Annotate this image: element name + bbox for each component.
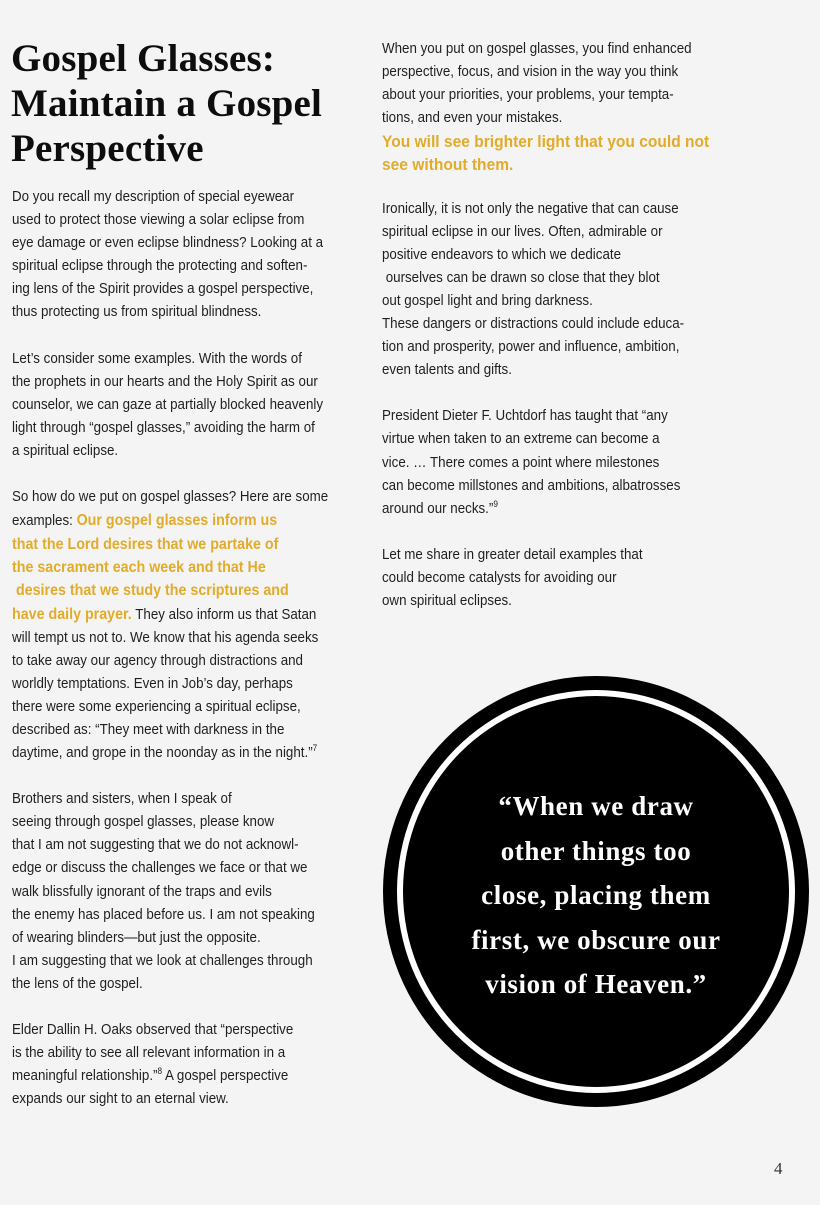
text-line: tion and prosperity, power and influence, ambition, [382, 339, 680, 356]
paragraph-share-examples [382, 544, 734, 613]
text-line: Let me share in greater detail examples that [382, 546, 643, 563]
footnote-ref: 9 [493, 498, 498, 509]
paragraph-put-on [382, 38, 734, 177]
text-line: Elder Dallin H. Oaks observed that “perspective [12, 1022, 294, 1038]
page-title [11, 36, 371, 171]
quote-line: vision of Heaven.” [485, 969, 707, 999]
quote-line: other things too [500, 835, 692, 866]
text-line: Do you recall my description of special eyewear [12, 189, 295, 205]
highlight-text: Our gospel glasses inform us [76, 512, 278, 530]
text-line: spiritual eclipse in our lives. Often, admirable or [382, 223, 663, 240]
plain-text: A gospel perspective [162, 1068, 289, 1085]
text-line: even talents and gifts. [382, 362, 512, 379]
text-line: used to protect those viewing a solar eclipse from [12, 212, 305, 229]
left-column [12, 186, 352, 1134]
text-line: walk blissfully ignorant of the traps and evils [12, 883, 272, 900]
pull-quote-circle [383, 676, 809, 1107]
plain-text: examples: [12, 513, 77, 530]
text-line: perspective, focus, and vision in the way you think [382, 64, 679, 81]
paragraph-brothers-sisters [12, 788, 352, 996]
text-line: spiritual eclipse through the protecting and soften- [12, 258, 308, 275]
text-line: counselor, we can gaze at partially blocked heavenly [12, 396, 324, 413]
highlight-line: You will see brighter light that you could not [382, 132, 710, 152]
text-line: seeing through gospel glasses, please know [12, 814, 275, 831]
text-line: own spiritual eclipses. [382, 592, 512, 609]
text-line: tions, and even your mistakes. [382, 110, 563, 127]
text-line: described as: “They meet with darkness in the [12, 721, 285, 738]
title-line: Maintain a Gospel [11, 82, 323, 125]
plain-text: daytime, and grope in the noonday as in the night.” [12, 745, 313, 762]
text-line: out gospel light and bring darkness. [382, 292, 593, 309]
text-line [12, 603, 352, 627]
text-line: vice. … There comes a point where milestones [382, 454, 660, 471]
quote-line: close, placing them [481, 880, 711, 910]
quote-line: first, we obscure our [471, 924, 721, 955]
text-line: can become millstones and ambitions, albatrosses [382, 477, 681, 494]
text-line: of wearing blinders—but just the opposite. [12, 929, 261, 946]
text-line: the prophets in our hearts and the Holy Spirit as our [12, 373, 318, 390]
paragraph-examples [12, 348, 352, 463]
text-line: that I am not suggesting that we do not acknowl- [12, 837, 299, 854]
text-line: edge or discuss the challenges we face or that we [12, 860, 308, 877]
text-line: light through “gospel glasses,” avoiding the harm of [12, 419, 315, 436]
text-line: positive endeavors to which we dedicate [382, 246, 622, 263]
title-line: Perspective [11, 127, 204, 170]
highlight-line: the sacrament each week and that He [12, 559, 266, 577]
text-line: is the ability to see all relevant information in a [12, 1045, 286, 1062]
paragraph-intro [12, 186, 352, 325]
plain-text: They also inform us that Satan [131, 606, 317, 623]
paragraph-put-on-glasses [12, 486, 352, 765]
page-number: 4 [774, 1159, 783, 1178]
text-line: to take away our agency through distractions and [12, 652, 303, 669]
paragraph-oaks [12, 1019, 352, 1111]
paragraph-uchtdorf [382, 405, 734, 520]
text-line: ourselves can be drawn so close that they blot [382, 269, 660, 286]
right-column [382, 38, 734, 636]
quote-line: “When we draw [498, 791, 694, 821]
footnote-ref: 7 [312, 743, 318, 754]
text-line: virtue when taken to an extreme can become a [382, 431, 660, 448]
highlight-text: have daily prayer. [12, 605, 132, 623]
paragraph-ironically [382, 198, 734, 383]
plain-text: meaningful relationship.” [12, 1068, 158, 1085]
text-line: there were some experiencing a spiritual eclipse, [12, 698, 301, 715]
text-line: expands our sight to an eternal view. [12, 1091, 229, 1108]
text-line: Ironically, it is not only the negative that can cause [382, 200, 679, 217]
text-line: When you put on gospel glasses, you find enhanced [382, 41, 692, 57]
text-line: could become catalysts for avoiding our [382, 569, 617, 586]
text-line: ing lens of the Spirit provides a gospel perspective, [12, 281, 314, 298]
text-line: about your priorities, your problems, your tempta- [382, 87, 674, 104]
text-line: thus protecting us from spiritual blindness. [12, 304, 262, 321]
text-line: worldly temptations. Even in Job’s day, perhaps [12, 675, 293, 692]
title-line: Gospel Glasses: [11, 37, 276, 80]
text-line: will tempt us not to. We know that his agenda seeks [12, 629, 319, 646]
footnote-ref: 8 [157, 1066, 163, 1077]
text-line: These dangers or distractions could include educa- [382, 316, 685, 333]
text-line: the enemy has placed before us. I am not speaking [12, 906, 315, 923]
plain-text: around our necks.” [382, 500, 494, 517]
text-line: So how do we put on gospel glasses? Here are some [12, 489, 329, 506]
text-line [12, 742, 352, 765]
text-line: a spiritual eclipse. [12, 442, 119, 459]
text-line: Let’s consider some examples. With the words of [12, 350, 302, 367]
text-line: I am suggesting that we look at challenges through [12, 952, 313, 969]
pull-quote-text [383, 784, 809, 1007]
text-line: the lens of the gospel. [12, 975, 143, 992]
text-line: Brothers and sisters, when I speak of [12, 791, 232, 808]
highlight-line: desires that we study the scriptures and [12, 582, 289, 600]
text-line: President Dieter F. Uchtdorf has taught that “any [382, 408, 668, 425]
text-line [382, 498, 734, 521]
highlight-line: see without them. [382, 155, 514, 175]
text-line [12, 1065, 352, 1088]
text-line [12, 509, 352, 533]
text-line: eye damage or even eclipse blindness? Looking at a [12, 235, 324, 252]
highlight-line: that the Lord desires that we partake of [12, 536, 279, 554]
